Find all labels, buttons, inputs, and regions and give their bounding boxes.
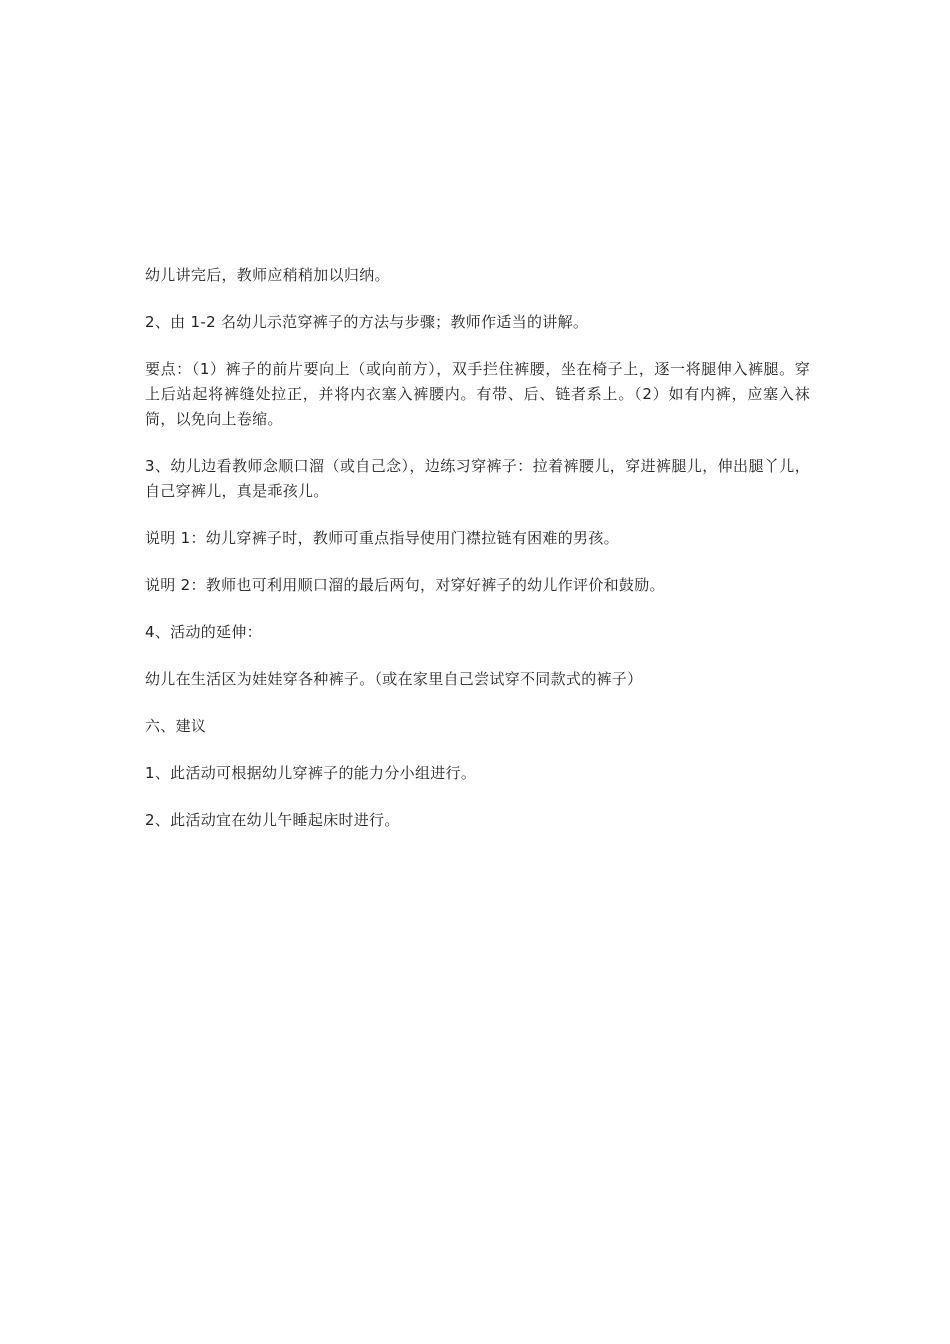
paragraph-step-4-heading: 4、活动的延伸： <box>145 623 262 641</box>
paragraph-suggestion-1: 1、此活动可根据幼儿穿裤子的能力分小组进行。 <box>145 764 477 782</box>
paragraph-step-2: 2、由 1-2 名幼儿示范穿裤子的方法与步骤；教师作适当的讲解。 <box>145 313 589 331</box>
paragraph-suggestion-2: 2、此活动宜在幼儿午睡起床时进行。 <box>145 811 400 829</box>
paragraph-step-3: 3、幼儿边看教师念顺口溜（或自己念），边练习穿裤子：拉着裤腰儿，穿进裤腿儿，伸出腿丫儿，自己穿裤儿，真是乖孩儿。 <box>145 457 810 500</box>
paragraph-note-1: 说明 1：幼儿穿裤子时，教师可重点指导使用门襟拉链有困难的男孩。 <box>145 529 619 547</box>
section-heading-suggestions: 六、建议 <box>145 717 207 735</box>
paragraph-extension: 幼儿在生活区为娃娃穿各种裤子。（或在家里自己尝试穿不同款式的裤子） <box>145 670 643 688</box>
document-body <box>145 263 810 855</box>
paragraph-key-points: 要点：（1）裤子的前片要向上（或向前方），双手拦住裤腰，坐在椅子上，逐一将腿伸入裤腿。穿上后站起将裤缝处拉正，并将内衣塞入裤腰内。有带、后、链者系上。（2）如有内裤，应塞入袜筒，以免向上卷缩。 <box>145 360 810 428</box>
paragraph-summary: 幼儿讲完后，教师应稍稍加以归纳。 <box>145 266 390 284</box>
paragraph-note-2: 说明 2：教师也可利用顺口溜的最后两句，对穿好裤子的幼儿作评价和鼓励。 <box>145 576 665 594</box>
